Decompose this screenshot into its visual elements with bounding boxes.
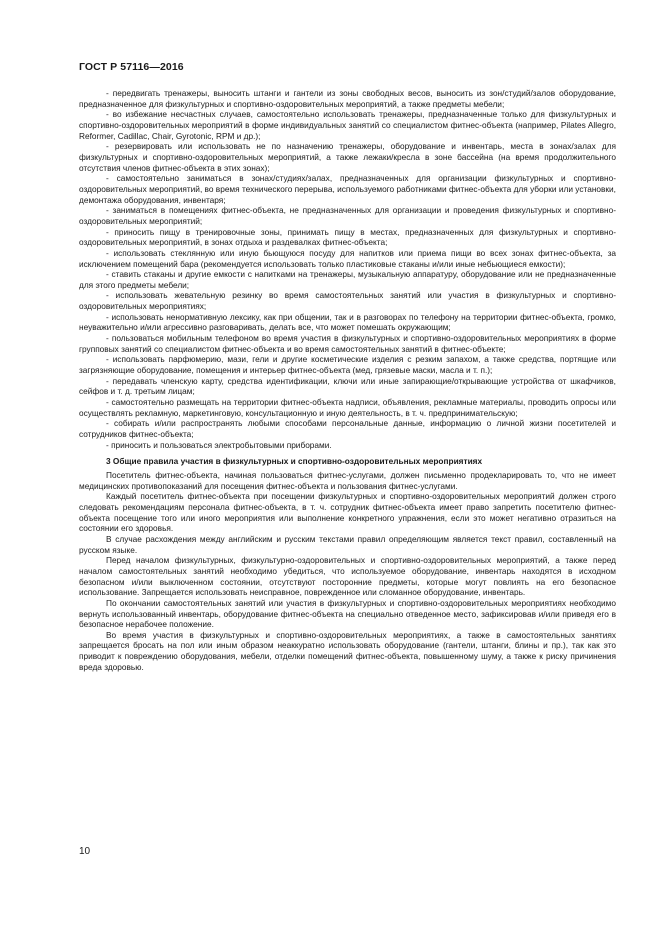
list-item: - приносить пищу в тренировочные зоны, принимать пищу в местах, предназначенных для физкультурных и спортивно-оздоровительных мероприятий, в зонах отдыха и раздевалках фитнес-объекта; xyxy=(79,226,616,248)
list-item: - использовать стеклянную или иную бьющуюся посуду для напитков или приема пищи во всех зонах фитнес-объекта, за исключением помещений бара (рекомендуется использовать только пластиковые стаканы и/или иные небьющиеся емкости); xyxy=(79,247,616,269)
document-body xyxy=(79,88,616,672)
paragraph: Каждый посетитель фитнес-объекта при посещении физкультурных и спортивно-оздоровительных мероприятий должен строго следовать рекомендациям персонала фитнес-объекта, в т. ч. сотрудник фитнес-объекта имеет право запретить посетителю фитнес-объекта посещение того или иного мероприятия или выполнение конкретного упражнения, если это может негативно отразиться на состоянии его здоровья. xyxy=(79,491,616,534)
list-item: - во избежание несчастных случаев, самостоятельно использовать тренажеры, предназначенные только для физкультурных и спортивно-оздоровительных мероприятий в форме индивидуальных занятий со специалистом фитнес-объекта (например, Pilates Allegro, Reformer, Cadillac, Chair, Gyrotonic, RPM и др.); xyxy=(79,109,616,141)
list-item: - собирать и/или распространять любыми способами персональные данные, информацию о личной жизни посетителей и сотрудников фитнес-объекта; xyxy=(79,418,616,439)
list-item: - передвигать тренажеры, выносить штанги и гантели из зоны свободных весов, выносить из зон/студий/залов оборудование, предназначенное для физкультурных и спортивно-оздоровительных мероприятий, а также предметы мебели; xyxy=(79,88,616,109)
page-number: 10 xyxy=(79,846,91,857)
list-item: - заниматься в помещениях фитнес-объекта, не предназначенных для организации и проведения физкультурных и спортивно-оздоровительных мероприятий; xyxy=(79,205,616,226)
list-item: - самостоятельно размещать на территории фитнес-объекта надписи, объявления, рекламные материалы, проводить опросы или осуществлять рекламную, маркетинговую, консультационную и иную деятельность, в т. ч. предпринимательскую; xyxy=(79,397,616,418)
paragraph: Перед началом физкультурных, физкультурно-оздоровительных и спортивно-оздоровительных мероприятий, а также перед началом самостоятельных занятий необходимо убедиться, что используемое оборудование, инвентарь находятся в исходном безопасном и/или выключенном состоянии, отсутствуют посторонние предметы, которые могут повлиять на его безопасное использование. Запрещается использовать неисправное, поврежденное или сломанное оборудование, инвентарь. xyxy=(79,555,616,598)
document-header: ГОСТ Р 57116—2016 xyxy=(79,61,184,73)
list-item: - передавать членскую карту, средства идентификации, ключи или иные запирающие/открывающие устройства от шкафчиков, сейфов и т. д. третьим лицам; xyxy=(79,375,616,397)
paragraph: Во время участия в физкультурных и спортивно-оздоровительных мероприятиях, а также в самостоятельных занятиях запрещается бросать на пол или иным образом неаккуратно использовать оборудование (гантели, штанги, блины и пр.), так как это приводит к повреждению оборудования, мебели, отделки помещений фитнес-объекта, повышенному шуму, а также к риску причинения вреда здоровью. xyxy=(79,629,616,672)
section-heading: 3 Общие правила участия в физкультурных и спортивно-оздоровительных мероприятиях xyxy=(106,456,483,467)
prohibitions-list xyxy=(79,88,616,450)
list-item: - самостоятельно заниматься в зонах/студиях/залах, предназначенных для организации физкультурных и спортивно-оздоровительных мероприятий, во время технического перерыва, используемого работниками фитнес-объекта для уборки или установки, демонтажа оборудования, инвентаря; xyxy=(79,173,616,205)
paragraph: В случае расхождения между английским и русским текстами правил определяющим является текст правил, составленный на русском языке. xyxy=(79,533,616,555)
paragraph: Посетитель фитнес-объекта, начиная пользоваться фитнес-услугами, должен письменно продекларировать то, что не имеет медицинских противопоказаний для посещения фитнес-объекта и пользования фитнес-услугами. xyxy=(79,469,616,491)
list-item: - резервировать или использовать не по назначению тренажеры, оборудование и инвентарь, места в зонах/залах для физкультурных и спортивно-оздоровительных мероприятий, а также лежаки/кресла в зоне бассейна (на время продолжительного отсутствия членов фитнес-объекта в этих зонах); xyxy=(79,141,616,173)
section-body xyxy=(79,470,616,672)
list-item: - приносить и пользоваться электробытовыми приборами. xyxy=(106,439,332,450)
paragraph: По окончании самостоятельных занятий или участия в физкультурных и спортивно-оздоровительных мероприятиях необходимо вернуть использованный инвентарь, оборудование фитнес-объекта на специально отведенное место, зафиксировав и/или приведя его в безопасное нерабочее положение. xyxy=(79,597,616,630)
list-item: - использовать жевательную резинку во время самостоятельных занятий или участия в физкультурных и спортивно-оздоровительных мероприятиях; xyxy=(79,290,616,312)
list-item: - использовать ненормативную лексику, как при общении, так и в разговорах по телефону на территории фитнес-объекта, громко, неуважительно и/или агрессивно разговаривать, делать все, что может помешать окружающим; xyxy=(79,311,616,333)
list-item: - пользоваться мобильным телефоном во время участия в физкультурных и спортивно-оздоровительных мероприятиях в форме групповых занятий со специалистом фитнес-объекта и во время самостоятельных занятий в фитнес-объекте; xyxy=(79,333,616,354)
list-item: - использовать парфюмерию, мази, гели и другие косметические изделия с резким запахом, а также средства, портящие или загрязняющие оборудование, помещения и интерьер фитнес-объекта (мед, грязевые маски, масла и т. п.); xyxy=(79,354,616,376)
list-item: - ставить стаканы и другие емкости с напитками на тренажеры, музыкальную аппаратуру, оборудование или не предназначенные для этого предметы мебели; xyxy=(79,269,616,290)
